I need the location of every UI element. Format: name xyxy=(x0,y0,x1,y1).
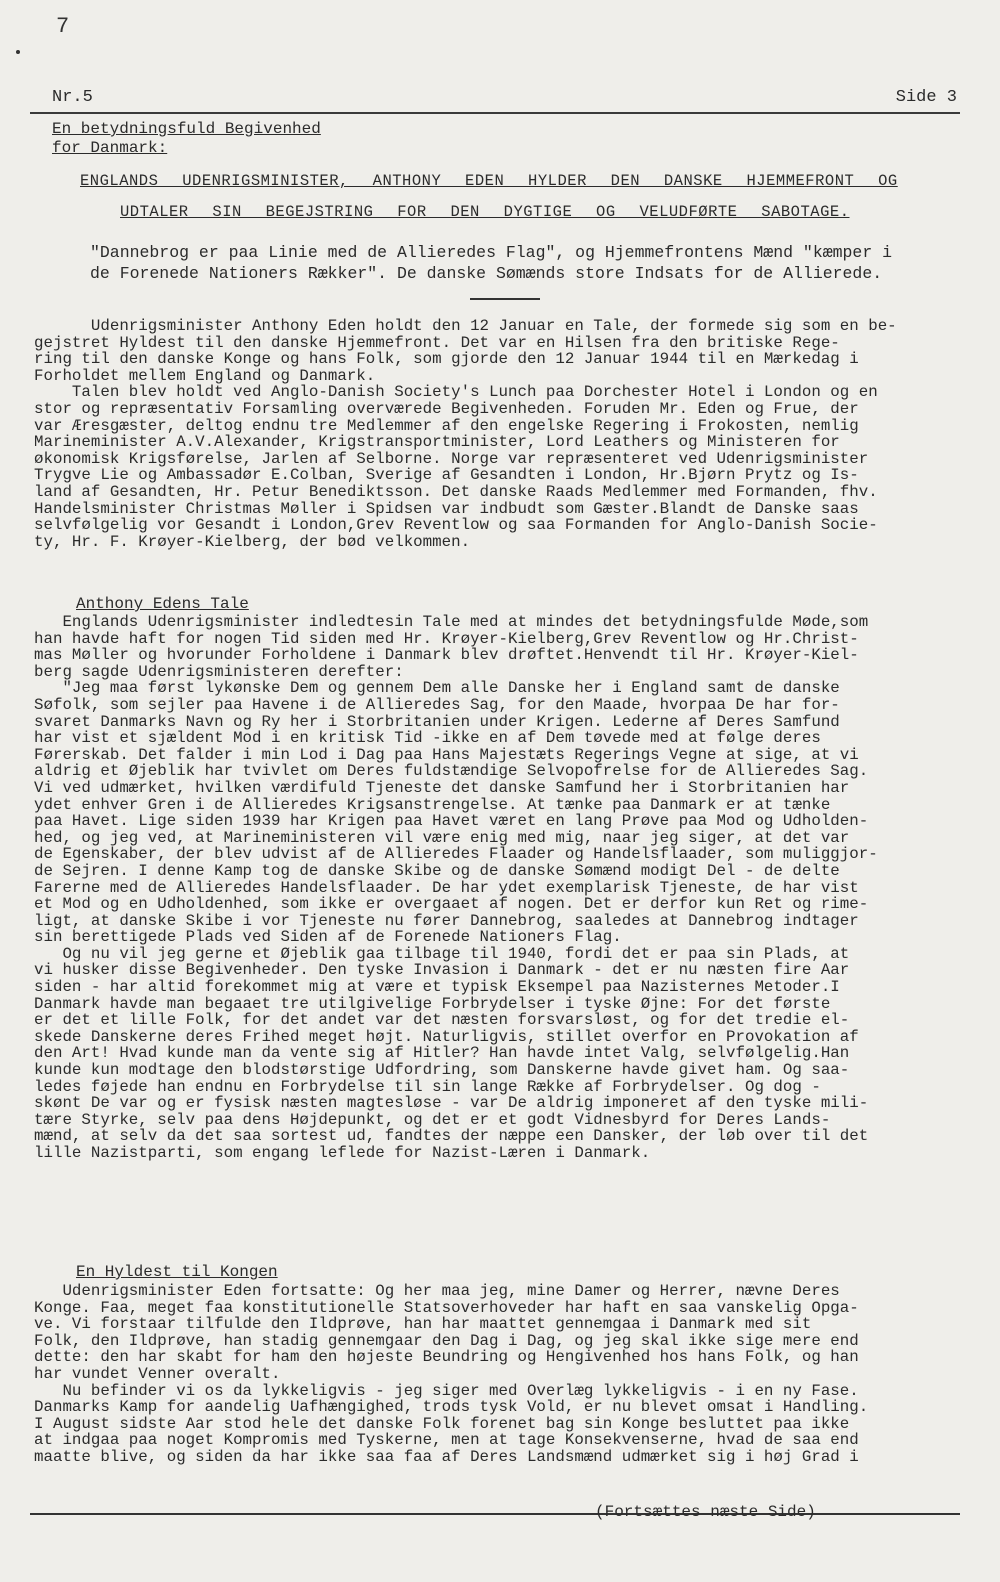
text-line: berg sagde Udenrigsministeren derefter: xyxy=(34,662,404,681)
text-line: Førerskab. Det falder i min Lod i Dag paa Hans Majestæts Regerings Vegne at sige, at vi xyxy=(34,745,859,764)
text-line: Og nu vil jeg gerne et Øjeblik gaa tilbage til 1940, fordi det er paa sin Plads, at xyxy=(34,944,850,963)
text-line: vi husker disse Begivenheder. Den tyske Invasion i Danmark - det er nu næsten fire Aar xyxy=(34,961,850,980)
text-line: Farerne med de Allieredes Handelsflaader. De har ydet exemplarisk Tjeneste, de har vist xyxy=(34,878,859,897)
text-line: hed, og jeg ved, at Marineministeren vil være enig med mig, naar jeg siger, at det var xyxy=(34,828,850,847)
divider-rule xyxy=(470,298,540,300)
text-line: land af Gesandten, Hr. Petur Benediktsson. Det danske Raads Medlemmer med Formanden, fhv. xyxy=(34,482,878,501)
text-line: har vist et sjældent Mod i en kritisk Tid -ikke en af Dem tøvede med at følge deres xyxy=(34,729,821,748)
header-rule xyxy=(30,112,960,114)
text-line: Handelsminister Christmas Møller i Spidsen var indbudt som Gæster.Blandt de Danske saas xyxy=(34,499,859,518)
text-line: ve. Vi forstaar tilfulde den Ildprøve, han har maattet gennemgaa i Danmark med sit xyxy=(34,1315,812,1334)
intro-paragraphs xyxy=(34,318,954,550)
subheading-line-2: de Forenede Nationers Rækker". De danske Sømænds store Indsats for de Allierede. xyxy=(90,264,883,283)
text-line: mas Møller og hvorunder Forholdene i Danmark blev drøftet.Henvendt til Hr. Krøyer-Kiel- xyxy=(34,646,859,665)
section2-paragraphs xyxy=(34,1283,954,1466)
text-line: gejstret Hyldest til den danske Hjemmefront. Det var en Hilsen fra den britiske Rege- xyxy=(34,333,840,352)
subheading-line-1: "Dannebrog er paa Linie med de Allieredes Flag", og Hjemmefrontens Mænd "kæmper i xyxy=(90,243,893,262)
text-line: Trygve Lie og Ambassadør E.Colban, Sverige af Gesandten i London, Hr.Bjørn Prytz og Is- xyxy=(34,466,859,485)
text-line: Udenrigsminister Eden fortsatte: Og her maa jeg, mine Damer og Herrer, nævne Deres xyxy=(34,1282,840,1300)
text-line: "Jeg maa først lykønske Dem og gennem Dem alle Danske her i England samt de danske xyxy=(34,679,840,698)
text-line: skede Danskerne deres Frihed meget højt. Naturligvis, stillet overfor en Provokation af xyxy=(34,1027,859,1046)
text-line: var Æresgæster, deltog endnu tre Medlemmer af den engelske Regering i Frokosten, nemlig xyxy=(34,416,859,435)
text-line: stor og repræsentativ Forsamling overværede Begivenheden. Foruden Mr. Eden og Frue, der xyxy=(34,399,859,418)
text-line: Danmarks Kamp for aandelig Uafhængighed, trods tysk Vold, er nu blevet omsat i Handling. xyxy=(34,1398,869,1417)
text-line: et Mod og en Udholdenhed, som ikke er overgaaet af nogen. Det er derfor kun Ret og rime- xyxy=(34,895,869,914)
text-line: Konge. Faa, meget faa konstitutionelle Statsoverhoveder har haft en saa vanskelig Opga- xyxy=(34,1298,859,1317)
text-line: Udenrigsminister Anthony Eden holdt den 12 Januar en Tale, der formede sig som en be- xyxy=(34,317,897,335)
text-line: Folk, den Ildprøve, han stadig gennemgaar den Dag i Dag, og jeg skal ikke sige mere end xyxy=(34,1331,859,1350)
text-line: Nu befinder vi os da lykkeligvis - jeg siger med Overlæg lykkeligvis - i en ny Fase. xyxy=(34,1381,859,1400)
text-line: Vi ved udmærket, hvilken værdifuld Tjeneste det danske Samfund her i Storbritanien har xyxy=(34,778,850,797)
headline-line-1: ENGLANDS UDENRIGSMINISTER, ANTHONY EDEN HYLDER DEN DANSKE HJEMMEFRONT OG xyxy=(80,172,898,190)
text-line: ligt, at danske Skibe i vor Tjeneste nu fører Dannebrog, saaledes at Dannebrog indtager xyxy=(34,911,859,930)
margin-mark: 7 xyxy=(56,14,70,39)
text-line: den Art! Hvad kunde man da vente sig af Hitler? Han havde intet Valg, selvfølgelig.Han xyxy=(34,1044,850,1063)
text-line: Danmark havde man begaaet tre utilgivelige Forbrydelser i tyske Øjne: For det første xyxy=(34,994,831,1013)
text-line: økonomisk Krigsførelse, Jarlen af Selborne. Norge var repræsenteret ved Udenrigsminister xyxy=(34,449,869,468)
continued-note: (Fortsættes næste Side) xyxy=(595,1503,816,1521)
text-line: skønt De var og er fysisk næsten magtesløse - var De aldrig imponeret af den tyske mili- xyxy=(34,1094,869,1113)
text-line: Talen blev holdt ved Anglo-Danish Society's Lunch paa Dorchester Hotel i London og en xyxy=(34,383,878,402)
text-line: aldrig et Øjeblik har tvivlet om Deres fuldstændige Selvopofrelse for de Allieredes Sag. xyxy=(34,762,869,781)
text-line: at indgaa paa noget Kompromis med Tyskerne, men at tage Konsekvenserne, hvad de saa end xyxy=(34,1431,859,1450)
section-heading-edens-tale: Anthony Edens Tale xyxy=(76,595,249,613)
text-line: er det et lille Folk, for det andet var det næsten forsvarsløst, og for det tredie el- xyxy=(34,1011,850,1030)
text-line: dette: den har skabt for ham den højeste Beundring og Hengivenhed hos hans Folk, og han xyxy=(34,1348,859,1367)
text-line: lille Nazistparti, som engang leflede for Nazist-Læren i Danmark. xyxy=(34,1144,651,1162)
page-header xyxy=(52,88,957,110)
section1-paragraphs xyxy=(34,614,954,1162)
text-line: mænd, at selv da det saa sortest ud, fandtes der næppe een Dansker, der løb over til det xyxy=(34,1127,869,1146)
headline-line-2: UDTALER SIN BEGEJSTRING FOR DEN DYGTIGE OG VELUDFØRTE SABOTAGE. xyxy=(120,203,850,221)
text-line: ring til den danske Konge og hans Folk, som gjorde den 12 Januar 1944 til en Mærkedag i xyxy=(34,350,859,369)
kicker-line-2: for Danmark: xyxy=(52,139,168,157)
text-line: sin berettigede Plads ved Siden af de Forenede Nationers Flag. xyxy=(34,928,622,947)
kicker-line-1: En betydningsfuld Begivenhed xyxy=(52,120,321,138)
text-line: paa Havet. Lige siden 1939 har Krigen paa Havet været en lang Prøve paa Mod og Udholden- xyxy=(34,812,869,831)
text-line: de Egenskaber, der blev udvist af de Allieredes Flaader og Handelsflaader, som muliggjor- xyxy=(34,845,878,864)
footer-rule xyxy=(30,1513,960,1515)
text-line: maatte blive, og siden da har ikke saa faa af Deres Landsmænd udmærket sig i høj Grad i xyxy=(34,1447,859,1466)
text-line: Englands Udenrigsminister indledtesin Tale med at mindes det betydningsfulde Møde,som xyxy=(34,613,869,631)
text-line: I August sidste Aar stod hele det danske Folk forenet bag sin Konge besluttet paa ikke xyxy=(34,1414,850,1433)
text-line: ledes føjede han endnu en Forbrydelse til sin lange Række af Forbrydelser. Og dog - xyxy=(34,1077,821,1096)
subheading xyxy=(90,242,960,284)
text-line: de Sejren. I denne Kamp tog de danske Skibe og de danske Sømænd modigt Del - de delte xyxy=(34,861,840,880)
page-number: Side 3 xyxy=(895,88,957,107)
text-line: tære Styrke, selv paa dens Højdepunkt, og det er et godt Vidnesbyrd for Deres Lands- xyxy=(34,1110,831,1129)
text-line: han havde haft for nogen Tid siden med Hr. Krøyer-Kielberg,Grev Reventlow og Hr.Christ- xyxy=(34,629,859,648)
issue-number: Nr.5 xyxy=(52,88,93,107)
text-line: svaret Danmarks Navn og Ry her i Storbritanien under Krigen. Lederne af Deres Samfund xyxy=(34,712,840,731)
margin-dot xyxy=(16,50,20,54)
text-line: Søfolk, som sejler paa Havene i de Allieredes Sag, for den Maade, hvorpaa De har for- xyxy=(34,695,840,714)
text-line: ydet enhver Gren i de Allieredes Krigsanstrengelse. At tænke paa Danmark er at tænke xyxy=(34,795,831,814)
text-line: Forholdet mellem England og Danmark. xyxy=(34,366,376,385)
section-heading-hyldest: En Hyldest til Kongen xyxy=(76,1263,278,1281)
text-line: selvfølgelig vor Gesandt i London,Grev Reventlow og saa Formanden for Anglo-Danish Socie- xyxy=(34,516,878,535)
text-line: har vundet Venner overalt. xyxy=(34,1364,281,1383)
text-line: siden - har altid forekommet mig at være et typisk Eksempel paa Nazisternes Metoder.I xyxy=(34,978,840,997)
text-line: Marineminister A.V.Alexander, Krigstransportminister, Lord Leathers og Ministeren for xyxy=(34,433,840,452)
text-line: ty, Hr. F. Krøyer-Kielberg, der bød velkommen. xyxy=(34,532,471,551)
text-line: kunde kun modtage den blodstørstige Udfordring, som Danskerne havde givet ham. Og saa- xyxy=(34,1061,850,1080)
